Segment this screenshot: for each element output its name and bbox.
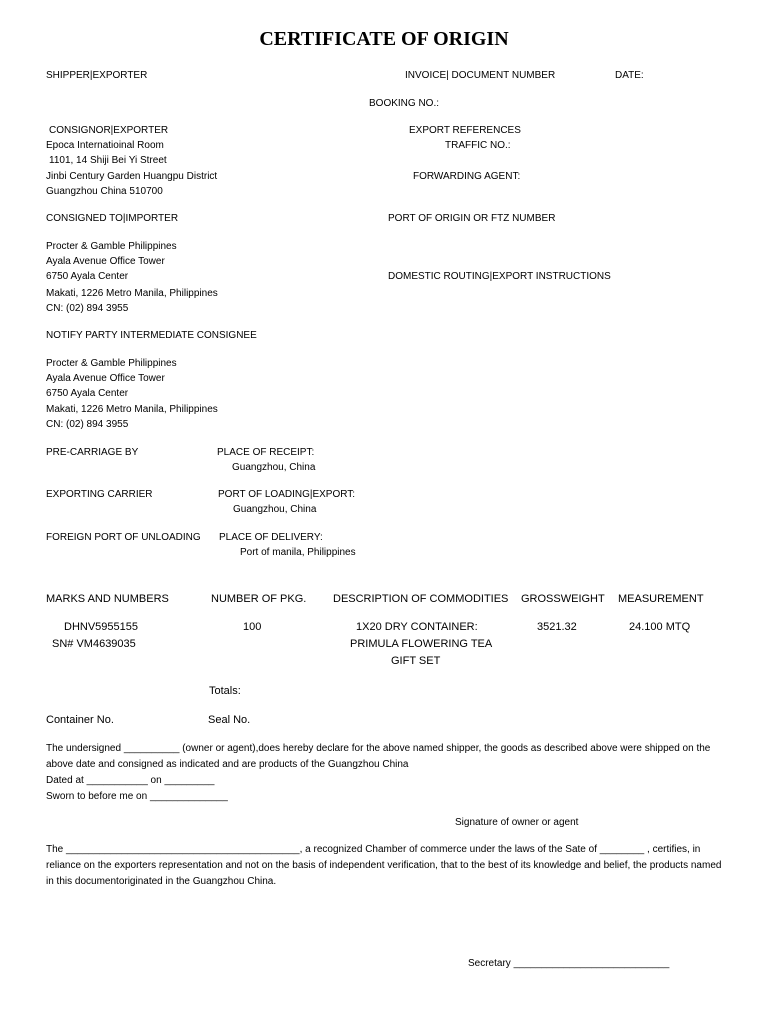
place-of-receipt-label: PLACE OF RECEIPT: [217, 447, 315, 458]
port-of-origin-label: PORT OF ORIGIN OR FTZ NUMBER [388, 213, 556, 224]
container-no-label: Container No. [46, 714, 114, 726]
invoice-document-number-label: INVOICE| DOCUMENT NUMBER [405, 70, 556, 81]
measurement-value: 24.100 MTQ [629, 621, 691, 633]
signature-label: Signature of owner or agent [455, 817, 579, 828]
dated-line: Dated at ___________ on _________ [46, 775, 215, 786]
pre-carriage-label: PRE-CARRIAGE BY [46, 447, 139, 458]
description-header: DESCRIPTION OF COMMODITIES [333, 593, 509, 605]
notify-line: Makati, 1226 Metro Manila, Philippines [46, 404, 218, 415]
consignor-label: CONSIGNOR|EXPORTER [49, 125, 169, 136]
consignee-line: CN: (02) 894 3955 [46, 303, 129, 314]
totals-label: Totals: [209, 685, 241, 697]
place-of-delivery-label: PLACE OF DELIVERY: [219, 532, 323, 543]
marks-value: SN# VM4639035 [52, 638, 136, 650]
traffic-no-label: TRAFFIC NO.: [445, 140, 511, 151]
notify-line: 6750 Ayala Center [46, 388, 129, 399]
sworn-line: Sworn to before me on ______________ [46, 791, 228, 802]
consignee-line: 6750 Ayala Center [46, 271, 129, 282]
consigned-to-label: CONSIGNED TO|IMPORTER [46, 213, 179, 224]
grossweight-header: GROSSWEIGHT [521, 593, 605, 605]
grossweight-value: 3521.32 [537, 621, 577, 633]
consignor-line: Guangzhou China 510700 [46, 186, 163, 197]
forwarding-agent-label: FORWARDING AGENT: [413, 171, 521, 182]
pkg-header: NUMBER OF PKG. [211, 593, 307, 605]
secretary-line: Secretary ____________________________ [468, 958, 670, 969]
measurement-header: MEASUREMENT [618, 593, 704, 605]
foreign-port-label: FOREIGN PORT OF UNLOADING [46, 532, 201, 543]
notify-line: Ayala Avenue Office Tower [46, 373, 165, 384]
consignor-line: 1101, 14 Shiji Bei Yi Street [49, 155, 167, 166]
domestic-routing-label: DOMESTIC ROUTING|EXPORT INSTRUCTIONS [388, 271, 611, 282]
description-line: 1X20 DRY CONTAINER: [356, 621, 478, 633]
date-label: DATE: [615, 70, 644, 81]
booking-no-label: BOOKING NO.: [369, 98, 440, 109]
export-references-label: EXPORT REFERENCES [409, 125, 521, 136]
port-of-loading-value: Guangzhou, China [233, 504, 317, 515]
place-of-delivery-value: Port of manila, Philippines [240, 547, 356, 558]
exporting-carrier-label: EXPORTING CARRIER [46, 489, 153, 500]
port-of-loading-label: PORT OF LOADING|EXPORT: [218, 489, 356, 500]
notify-line: Procter & Gamble Philippines [46, 358, 177, 369]
chamber-paragraph: The __________________________________________, a recognized Chamber of commerce under the laws of the Sate of ________ , certifies, in reliance on the exporters representation and not on the basis of independent verification, that to the best of its knowledge and belief, the products named in this documentoriginated in the Guangzhou China. [46, 844, 722, 887]
consignee-line: Procter & Gamble Philippines [46, 241, 177, 252]
consignor-line: Epoca Internatioinal Room [46, 140, 164, 151]
marks-header: MARKS AND NUMBERS [46, 593, 169, 605]
seal-no-label: Seal No. [208, 714, 251, 726]
pkg-value: 100 [243, 621, 262, 633]
description-line: GIFT SET [391, 655, 441, 667]
declaration-paragraph: The undersigned __________ (owner or agent),does hereby declare for the above named shipper, the goods as described above were shipped on the above date and consigned as indicated and are products of the Guangzhou China [46, 743, 711, 770]
document-title: CERTIFICATE OF ORIGIN [259, 28, 509, 50]
notify-party-label: NOTIFY PARTY INTERMEDIATE CONSIGNEE [46, 330, 257, 341]
consignee-line: Makati, 1226 Metro Manila, Philippines [46, 288, 218, 299]
notify-line: CN: (02) 894 3955 [46, 419, 129, 430]
place-of-receipt-value: Guangzhou, China [232, 462, 316, 473]
marks-value: DHNV5955155 [64, 621, 138, 633]
shipper-exporter-label: SHIPPER|EXPORTER [46, 70, 148, 81]
consignor-line: Jinbi Century Garden Huangpu District [46, 171, 218, 182]
description-line: PRIMULA FLOWERING TEA [350, 638, 493, 650]
consignee-line: Ayala Avenue Office Tower [46, 256, 165, 267]
